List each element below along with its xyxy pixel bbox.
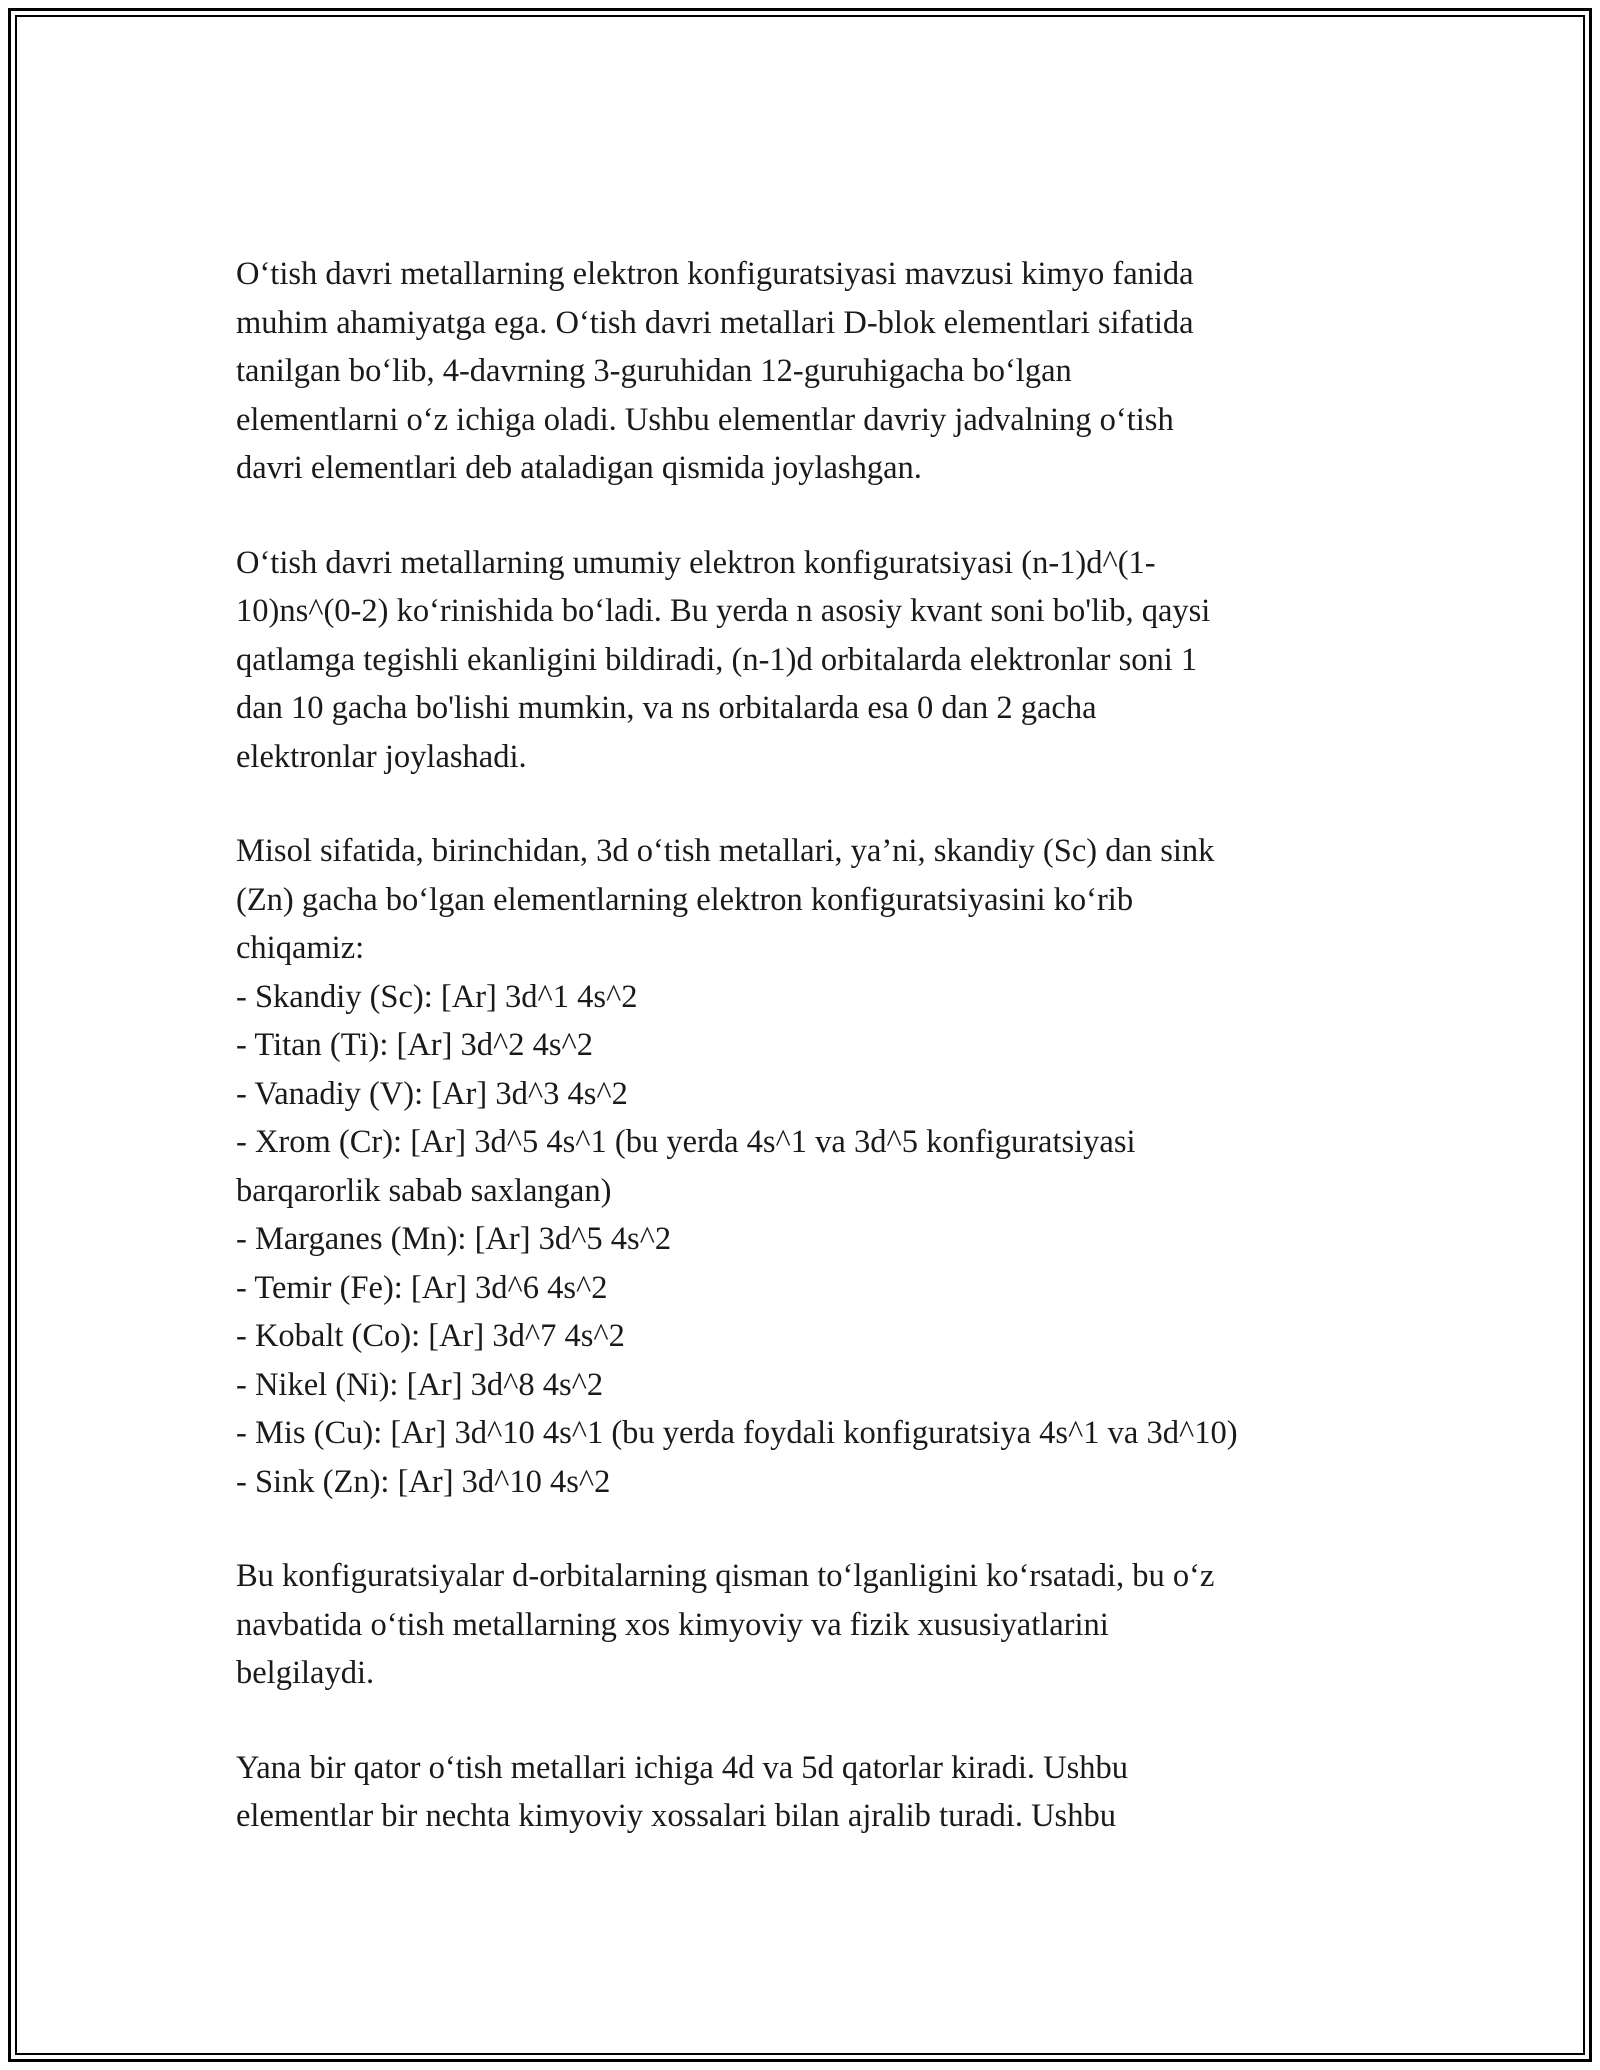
text-line: O‘tish davri metallarning elektron konfiguratsiyasi mavzusi kimyo fanida	[236, 256, 1194, 292]
paragraph-3d-examples	[236, 827, 1376, 1506]
text-line: navbatida o‘tish metallarning xos kimyoviy va fizik xususiyatlarini	[236, 1606, 1109, 1643]
text-line: Bu konfiguratsiyalar d-orbitalarning qisman to‘lganligini ko‘rsatadi, bu o‘z	[236, 1558, 1215, 1594]
text-line: elementlar bir nechta kimyoviy xossalari bilan ajralib turadi. Ushbu	[236, 1798, 1116, 1834]
text-line: dan 10 gacha bo'lishi mumkin, va ns orbitalarda esa 0 dan 2 gacha	[236, 690, 1097, 726]
list-item-manganese: - Marganes (Mn): [Ar] 3d^5 4s^2	[236, 1221, 672, 1257]
text-line: 10)ns^(0-2) ko‘rinishida bo‘ladi. Bu yerda n asosiy kvant soni bo'lib, qaysi	[236, 593, 1211, 629]
list-item-chromium: - Xrom (Cr): [Ar] 3d^5 4s^1 (bu yerda 4s^1 va 3d^5 konfiguratsiyasi	[236, 1124, 1136, 1160]
list-item-iron: - Temir (Fe): [Ar] 3d^6 4s^2	[236, 1269, 608, 1306]
paragraph-4d-5d	[236, 1744, 1376, 1841]
text-line: davri elementlari deb ataladigan qismida joylashgan.	[236, 450, 922, 486]
text-line: elektronlar joylashadi.	[236, 738, 527, 775]
list-item-chromium-continued: barqarorlik sabab saxlangan)	[236, 1172, 612, 1209]
text-line: chiqamiz:	[236, 930, 365, 966]
list-item-copper: - Mis (Cu): [Ar] 3d^10 4s^1 (bu yerda foydali konfiguratsiya 4s^1 va 3d^10)	[236, 1415, 1238, 1451]
paragraph-conclusion	[236, 1552, 1376, 1698]
text-line: belgilaydi.	[236, 1655, 375, 1691]
list-item-cobalt: - Kobalt (Co): [Ar] 3d^7 4s^2	[236, 1318, 625, 1354]
text-line: (Zn) gacha bo‘lgan elementlarning elektron konfiguratsiyasini ko‘rib	[236, 881, 1134, 918]
text-line: Yana bir qator o‘tish metallari ichiga 4d va 5d qatorlar kiradi. Ushbu	[236, 1749, 1129, 1786]
text-line: elementlarni o‘z ichiga oladi. Ushbu elementlar davriy jadvalning o‘tish	[236, 401, 1174, 438]
text-line: muhim ahamiyatga ega. O‘tish davri metallari D-blok elementlari sifatida	[236, 304, 1194, 341]
document-body	[236, 250, 1376, 1841]
paragraph-general-configuration	[236, 539, 1376, 782]
list-item-zinc: - Sink (Zn): [Ar] 3d^10 4s^2	[236, 1463, 611, 1500]
list-item-vanadium: - Vanadiy (V): [Ar] 3d^3 4s^2	[236, 1075, 628, 1112]
list-item-nickel: - Nikel (Ni): [Ar] 3d^8 4s^2	[236, 1366, 604, 1403]
text-line: Misol sifatida, birinchidan, 3d o‘tish metallari, ya’ni, skandiy (Sc) dan sink	[236, 833, 1215, 869]
list-item-scandium: - Skandiy (Sc): [Ar] 3d^1 4s^2	[236, 978, 638, 1015]
text-line: tanilgan bo‘lib, 4-davrning 3-guruhidan 12-guruhigacha bo‘lgan	[236, 353, 1072, 389]
text-line: O‘tish davri metallarning umumiy elektron konfiguratsiyasi (n-1)d^(1-	[236, 544, 1156, 581]
list-item-titanium: - Titan (Ti): [Ar] 3d^2 4s^2	[236, 1027, 594, 1063]
text-line: qatlamga tegishli ekanligini bildiradi, (n-1)d orbitalarda elektronlar soni 1	[236, 641, 1198, 678]
paragraph-intro	[236, 250, 1376, 493]
